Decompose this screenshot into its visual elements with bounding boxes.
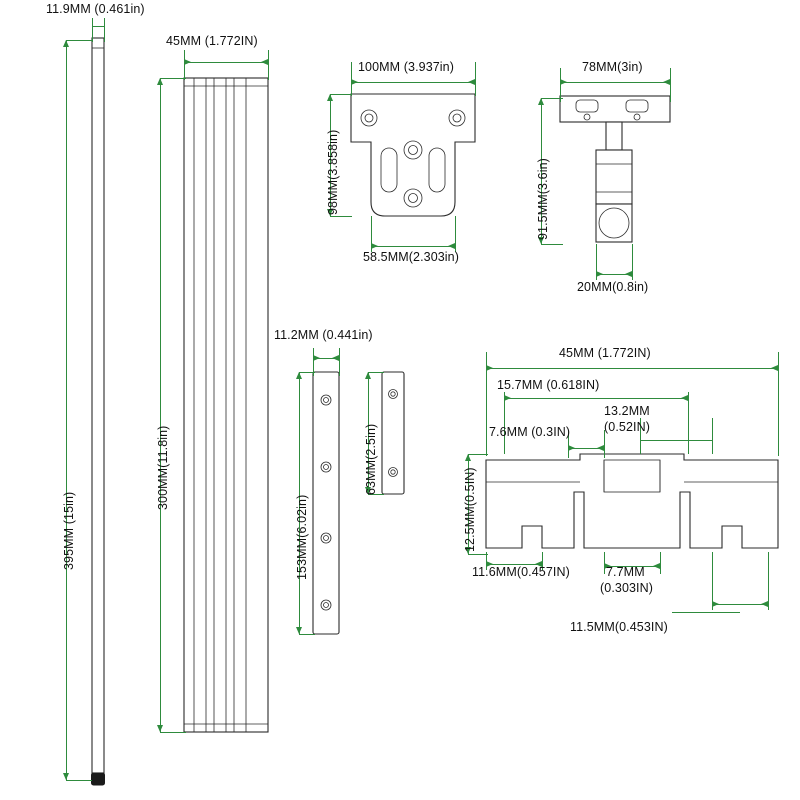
strip-long-length-label: 153MM(6.02in)	[295, 494, 309, 580]
rail-length-dim-line	[160, 78, 161, 732]
long-strip-part	[313, 372, 339, 634]
strip-long-width-label: 11.2MM (0.441in)	[274, 328, 373, 342]
profile-width-dim-line	[486, 368, 778, 369]
profile-inner1-ext-left	[504, 392, 505, 454]
rail-width-dim-line	[184, 62, 268, 63]
profile-inner1-arrow-left	[504, 395, 511, 401]
clamp-height-ext-top	[541, 98, 563, 99]
rod-width-ext-left	[92, 18, 93, 42]
plate-height-ext-bottom	[330, 216, 352, 217]
short-strip-part	[382, 372, 404, 494]
rail-width-arrow-right	[261, 59, 268, 65]
strip-long-length-ext-top	[299, 372, 315, 373]
profile-inner3-label: 7.6MM (0.3IN)	[489, 425, 571, 439]
clamp-height-label: 91.5MM(3.6in)	[536, 158, 550, 240]
profile-width-label: 45MM (1.772IN)	[559, 346, 651, 360]
plate-width-arrow-left	[351, 79, 358, 85]
profile-height-ext-bottom	[468, 554, 488, 555]
plate-height-ext-top	[330, 94, 352, 95]
strip-long-length-ext-bottom	[299, 634, 315, 635]
rod-width-dim-line	[92, 26, 104, 27]
profile-foot2-label-line2: (0.303IN)	[600, 581, 654, 595]
plate-slot-arrow-left	[371, 243, 378, 249]
clamp-base-arrow-left	[596, 271, 603, 277]
profile-inner1-ext-right	[688, 392, 689, 454]
rod-length-arrow-bottom	[63, 773, 69, 780]
clamp-width-dim-line	[560, 82, 670, 83]
profile-inner1-dim-line	[504, 398, 688, 399]
profile-inner1-arrow-right	[681, 395, 688, 401]
clamp-base-label: 20MM(0.8in)	[577, 280, 649, 294]
profile-height-label: 12.5MM(0.5IN)	[463, 467, 477, 552]
strip-long-width-arrow-right	[332, 355, 339, 361]
clamp-width-arrow-right	[663, 79, 670, 85]
rail-length-ext-bottom	[160, 732, 186, 733]
clamp-width-arrow-left	[560, 79, 567, 85]
clamp-base-arrow-right	[625, 271, 632, 277]
profile-foot3-arrow-right	[761, 601, 768, 607]
strip-long-length-arrow-top	[296, 372, 302, 379]
profile-foot2-arrow-right	[653, 563, 660, 569]
clamp-width-ext-right	[670, 68, 671, 102]
strip-short-length-ext-top	[368, 372, 384, 373]
profile-inner2-label-line1: 13.2MM	[604, 404, 650, 418]
plate-slot-arrow-right	[448, 243, 455, 249]
rod-length-label: 395MM (15in)	[62, 491, 76, 570]
clamp-width-label: 78MM(3in)	[582, 60, 643, 74]
clamp-base-ext-right	[632, 244, 633, 280]
strip-long-length-arrow-bottom	[296, 627, 302, 634]
plate-slot-ext-right	[455, 216, 456, 252]
profile-foot3-ext-right	[768, 552, 769, 610]
profile-inner2-label-line2: (0.52IN)	[604, 420, 650, 434]
plate-width-ext-right	[475, 62, 476, 96]
plate-slot-dim-line	[371, 246, 455, 247]
rail-part	[184, 78, 268, 738]
plate-width-dim-line	[351, 82, 475, 83]
profile-foot2-ext-right	[660, 552, 661, 574]
rod-length-arrow-top	[63, 40, 69, 47]
profile-height-ext-top	[468, 454, 488, 455]
strip-long-width-arrow-left	[313, 355, 320, 361]
profile-foot3-label: 11.5MM(0.453IN)	[570, 620, 668, 634]
rod-width-ext-right	[104, 18, 105, 42]
profile-inner1-label: 15.7MM (0.618IN)	[497, 378, 600, 392]
profile-foot2-label-line1: 7.7MM	[606, 565, 645, 579]
rod-width-label: 11.9MM (0.461in)	[46, 2, 145, 16]
profile-inner2-dim-line	[640, 440, 712, 441]
clamp-height-ext-bottom	[541, 244, 563, 245]
profile-foot3-dim-line	[712, 604, 768, 605]
profile-inner3-arrow-right	[597, 445, 604, 451]
rod-length-dim-line	[66, 40, 67, 780]
profile-width-ext-right	[778, 352, 779, 456]
rod-length-ext-bottom	[66, 780, 92, 781]
rail-width-ext-right	[268, 50, 269, 80]
strip-short-length-arrow-top	[365, 372, 371, 379]
strip-short-length-label: 63MM(2.5in)	[364, 423, 378, 495]
plate-height-arrow-top	[327, 94, 333, 101]
rail-length-ext-top	[160, 78, 186, 79]
rail-width-label: 45MM (1.772IN)	[166, 34, 258, 48]
rail-width-ext-left	[184, 50, 185, 80]
plate-slot-label: 58.5MM(2.303in)	[363, 250, 459, 264]
plate-width-label: 100MM (3.937in)	[358, 60, 454, 74]
strip-long-width-ext-right	[339, 348, 340, 376]
rod-part	[88, 38, 112, 788]
profile-inner3-ext-right	[604, 430, 605, 458]
clamp-width-ext-left	[560, 68, 561, 102]
rail-length-arrow-bottom	[157, 725, 163, 732]
rail-width-arrow-left	[184, 59, 191, 65]
profile-height-arrow-top	[465, 454, 471, 461]
profile-width-arrow-right	[771, 365, 778, 371]
clamp-height-arrow-top	[538, 98, 544, 105]
plate-height-label: 98MM(3.858in)	[326, 129, 340, 215]
rail-length-label: 300MM(11.8in)	[156, 425, 170, 510]
mounting-plate-part	[343, 90, 483, 222]
clamp-part	[560, 96, 670, 258]
profile-inner2-ext-right	[712, 418, 713, 454]
plate-width-arrow-right	[468, 79, 475, 85]
profile-inner3-arrow-left	[568, 445, 575, 451]
profile-foot3-leader	[672, 612, 740, 613]
profile-width-arrow-left	[486, 365, 493, 371]
profile-foot1-label: 11.6MM(0.457IN)	[472, 565, 570, 579]
rod-length-ext-top	[66, 40, 92, 41]
profile-foot3-arrow-left	[712, 601, 719, 607]
rail-length-arrow-top	[157, 78, 163, 85]
profile-section-part	[484, 452, 780, 556]
